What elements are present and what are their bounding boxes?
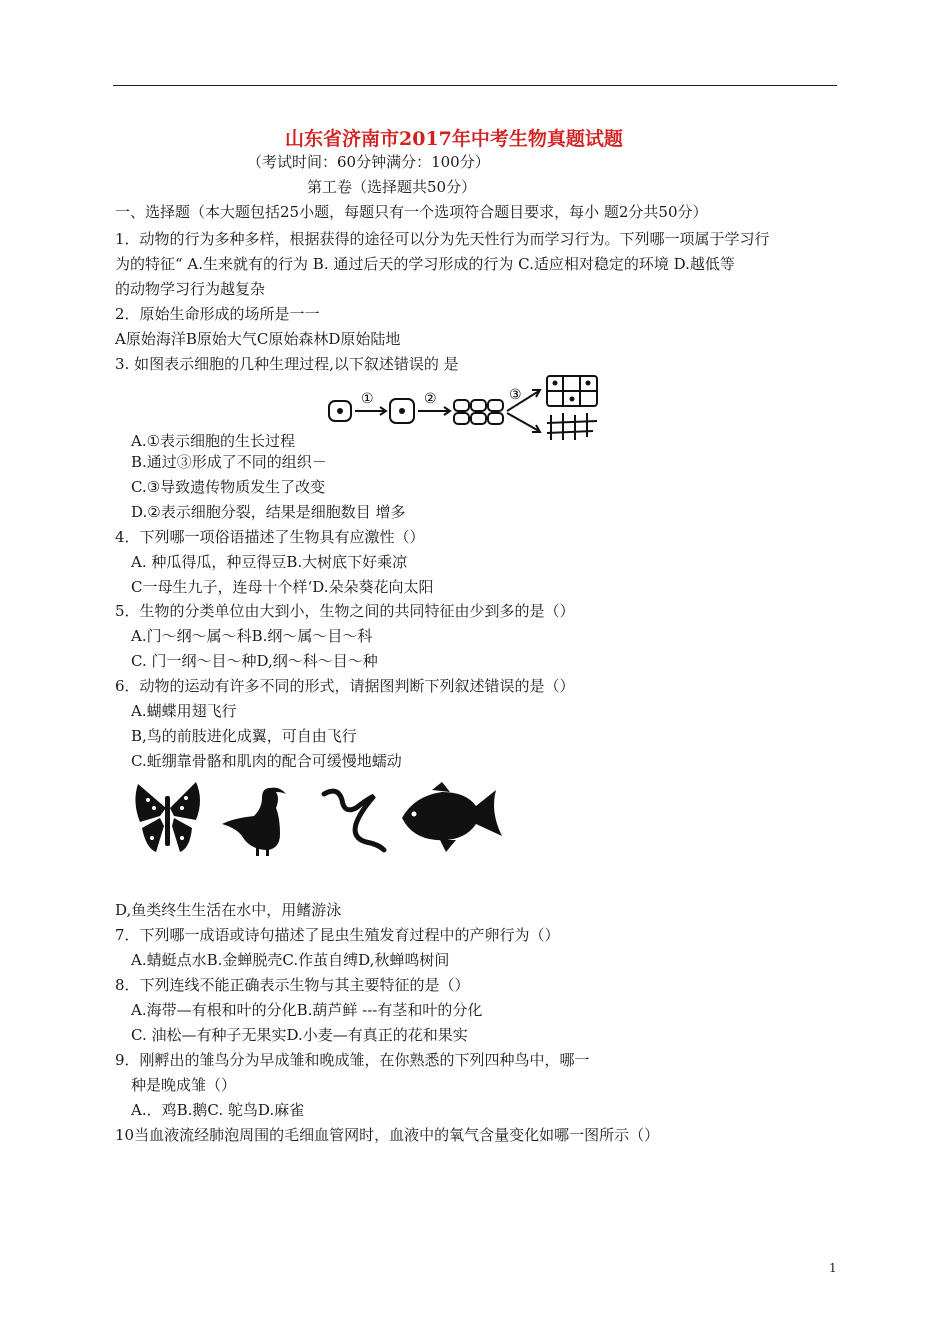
q2-line-2: A原始海洋B原始大气C原始森林D原始陆地 bbox=[115, 330, 401, 348]
q7-options: A.蜻蜓点水B.金蝉脱壳C.作茧自缚D,秋蝉鸣树间 bbox=[131, 951, 450, 969]
q7-line-1: 7．下列哪一成语或诗句描述了昆虫生殖发育过程中的产卵行为（） bbox=[115, 926, 560, 944]
fish-icon bbox=[402, 782, 502, 852]
earthworm-icon bbox=[324, 791, 384, 850]
animals-figure bbox=[130, 778, 510, 858]
q1-line-2: 为的特征“ A.生来就有的行为 B. 通过后天的学习形成的行为 C.适应相对稳定的环境 D.越低等 bbox=[115, 255, 735, 273]
exam-info: （考试时间：60分钟满分：100分） bbox=[247, 153, 490, 171]
q5-line-1: 5．生物的分类单位由大到小，生物之间的共同特征由少到多的是（） bbox=[115, 602, 575, 620]
q9-options: A.．鸡B.鹅C. 鸵鸟D.麻雀 bbox=[131, 1101, 305, 1119]
q10-line-1: 10当血液流经肺泡周围的毛细血管网时，血液中的氧气含量变化如哪一图所示（） bbox=[115, 1126, 660, 1144]
q3-option-c: C.③导致遗传物质发生了改变 bbox=[131, 478, 326, 496]
q1-line-1: 1．动物的行为多种多样，根据获得的途径可以分为先天性行为而学习行为。下列哪一项属于学习行 bbox=[115, 230, 770, 248]
butterfly-icon bbox=[135, 782, 200, 852]
step-label-3: ③ bbox=[509, 387, 522, 403]
q9-line-1: 9．刚孵出的雏鸟分为早成雏和晚成雏，在你熟悉的下列四种鸟中，哪一 bbox=[115, 1051, 590, 1069]
header-rule bbox=[113, 85, 837, 86]
q4-option-ab: A. 种瓜得瓜，种豆得豆B.大树底下好乘凉 bbox=[131, 553, 408, 571]
q5-option-cd: C. 门一纲～目～种D,纲～科～目～种 bbox=[131, 652, 378, 670]
page-title: 山东省济南市2017年中考生物真题试题 bbox=[285, 128, 623, 150]
q3-option-d: D.②表示细胞分裂，结果是细胞数目 增多 bbox=[131, 503, 406, 521]
volume-heading: 第工卷（选择题共50分） bbox=[307, 178, 477, 196]
bird-icon bbox=[222, 788, 286, 856]
q4-line-1: 4．下列哪一项俗语描述了生物具有应激性（） bbox=[115, 528, 425, 546]
q9-line-2: 种是晚成雏（） bbox=[131, 1076, 237, 1094]
q3-option-a: A.①表示细胞的生长过程 bbox=[131, 432, 296, 450]
page-number: 1 bbox=[829, 1261, 837, 1275]
q3-line-1: 3. 如图表示细胞的几种生理过程,以下叙述错误的 是 bbox=[115, 355, 459, 373]
q2-line-1: 2．原始生命形成的场所是一一 bbox=[115, 305, 320, 323]
q6-line-1: 6．动物的运动有许多不同的形式，请据图判断下列叙述错误的是（） bbox=[115, 677, 575, 695]
q6-option-d: D,鱼类终生生活在水中，用鳍游泳 bbox=[115, 901, 342, 919]
q5-option-ab: A.门～纲～属～科B.纲～属～目～科 bbox=[131, 627, 373, 645]
step-label-2: ② bbox=[424, 391, 437, 407]
q3-option-b: B.通过③形成了不同的组织－ bbox=[131, 453, 327, 471]
q8-option-ab: A.海带—有根和叶的分化B.葫芦鲜 ---有茎和叶的分化 bbox=[131, 1001, 483, 1019]
section-heading: 一、选择题（本大题包括25小题，每题只有一个选项符合题目要求，每小 题2分共50分） bbox=[115, 203, 708, 221]
q8-option-cd: C. 油松—有种子无果实D.小麦—有真正的花和果实 bbox=[131, 1026, 468, 1044]
q6-option-c: C.蚯绷靠骨骼和肌肉的配合可缓慢地蠕动 bbox=[131, 752, 402, 770]
q6-option-a: A.蝴蝶用翅飞行 bbox=[131, 702, 237, 720]
step-label-1: ① bbox=[361, 391, 374, 407]
q8-line-1: 8．下列连线不能正确表示生物与其主要特征的是（） bbox=[115, 976, 470, 994]
cell-process-figure bbox=[325, 373, 605, 443]
q4-option-cd: C一母生九子，连母十个样‘D.朵朵葵花向太阳 bbox=[131, 578, 434, 596]
arrow-3-down bbox=[507, 413, 539, 431]
q1-line-3: 的动物学习行为越复杂 bbox=[115, 280, 266, 298]
q6-option-b: B,鸟的前肢进化成翼，可自由飞行 bbox=[131, 727, 357, 745]
